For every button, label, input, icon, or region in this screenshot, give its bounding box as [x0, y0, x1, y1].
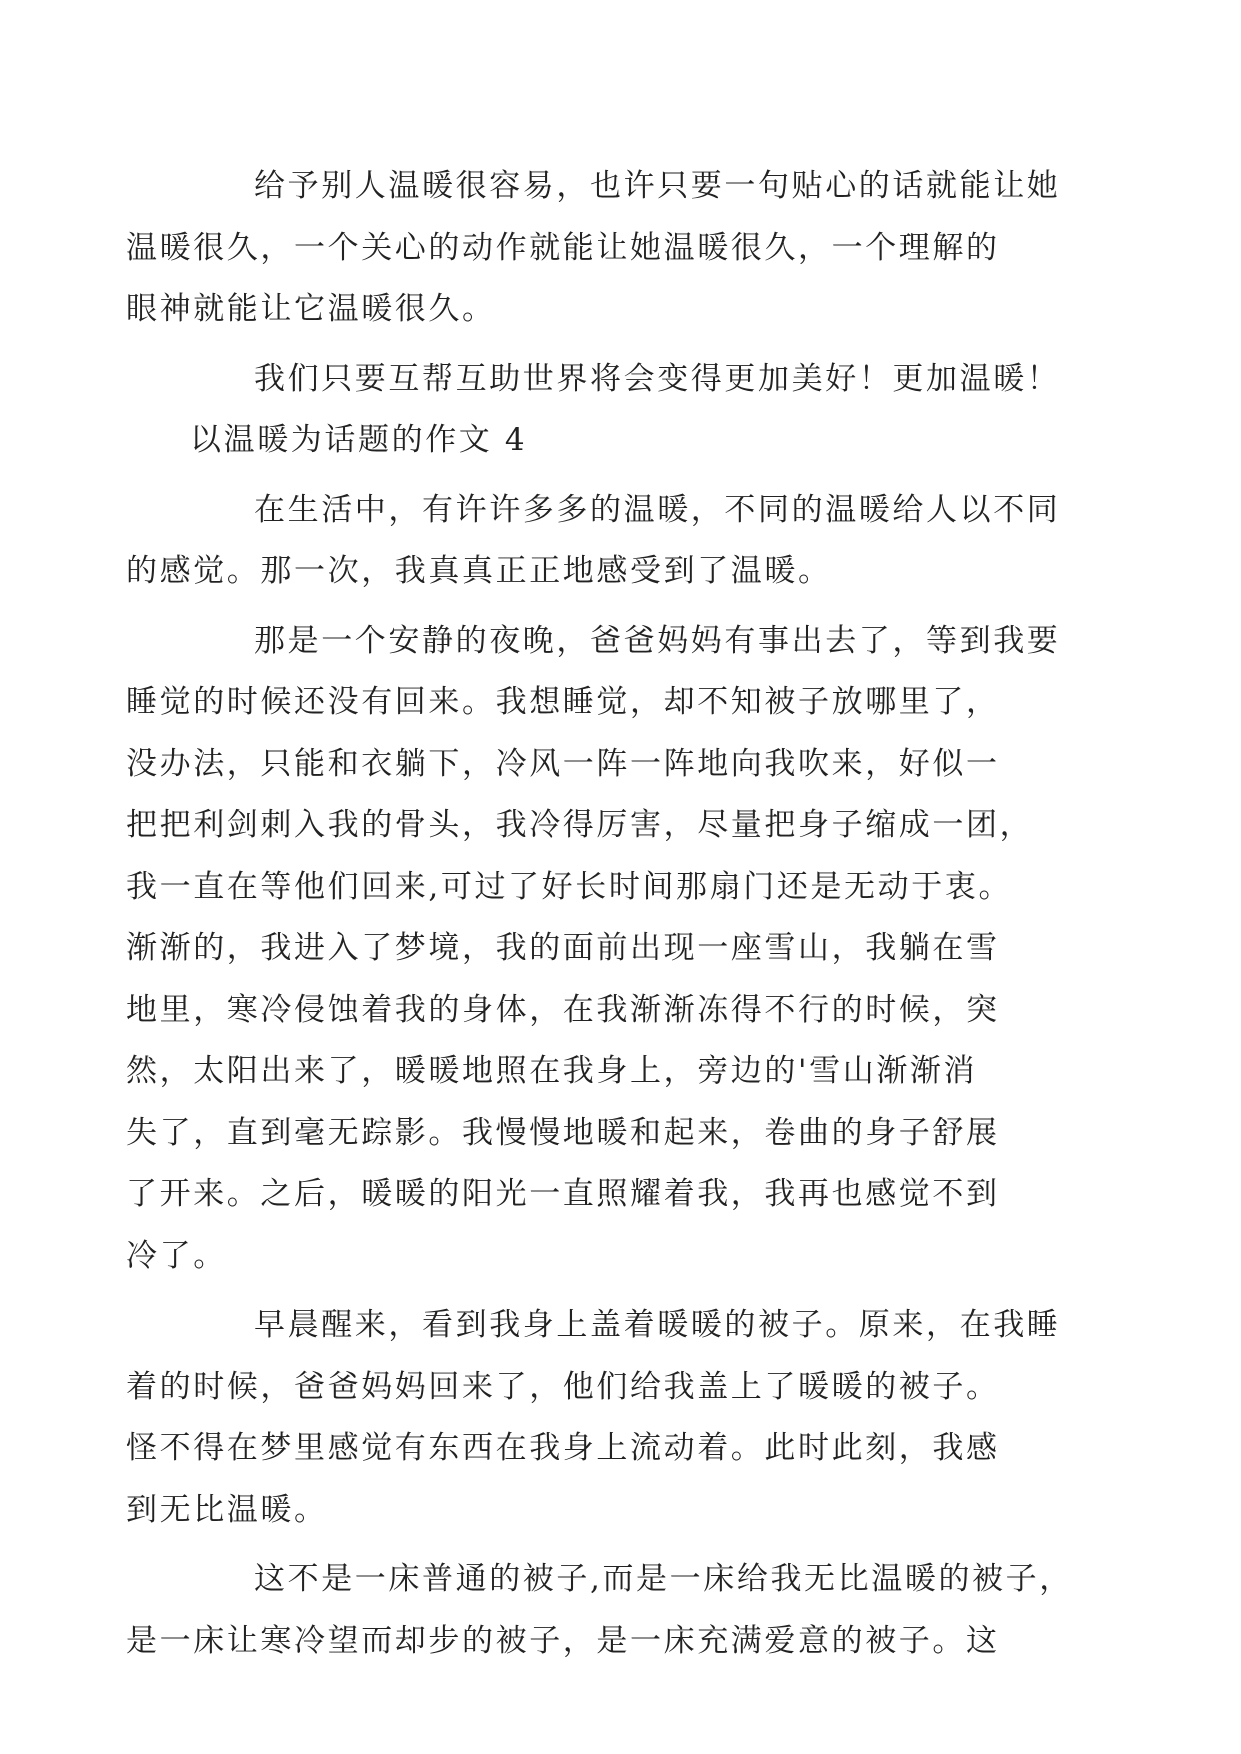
paragraph-line: 眼神就能让它温暖很久。 [126, 291, 496, 327]
paragraph-5 [126, 1295, 1061, 1541]
paragraph-line: 睡觉的时候还没有回来。我想睡觉，却不知被子放哪里了， [126, 684, 1000, 720]
section-heading: 以温暖为话题的作文 4 [190, 422, 528, 458]
paragraph-line: 渐渐的，我进入了梦境，我的面前出现一座雪山，我躺在雪 [126, 930, 1000, 966]
paragraph-line: 着的时候，爸爸妈妈回来了，他们给我盖上了暖暖的被子。 [126, 1368, 1000, 1405]
paragraph-line: 没办法，只能和衣躺下，冷风一阵一阵地向我吹来，好似一 [126, 745, 1000, 782]
paragraph-line: 失了，直到毫无踪影。我慢慢地暖和起来，卷曲的身子舒展 [126, 1114, 1000, 1151]
paragraph-line: 然，太阳出来了，暖暖地照在我身上，旁边的'雪山渐渐消 [126, 1053, 978, 1089]
paragraph-line: 是一床让寒冷望而却步的被子，是一床充满爱意的被子。这 [126, 1622, 1000, 1659]
paragraph-line: 这不是一床普通的被子,而是一床给我无比温暖的被子， [254, 1561, 1073, 1597]
paragraph-line: 冷了。 [126, 1237, 227, 1274]
paragraph-line: 把把利剑刺入我的骨头，我冷得厉害，尽量把身子缩成一团， [126, 807, 1034, 843]
paragraph-line: 怪不得在梦里感觉有东西在我身上流动着。此时此刻，我感 [126, 1430, 1000, 1466]
paragraph-line: 给予别人温暖很容易，也许只要一句贴心的话就能让她 [254, 168, 1061, 204]
paragraph-2 [190, 349, 1061, 411]
paragraph-line: 我一直在等他们回来,可过了好长时间那扇门还是无动于衷。 [126, 868, 1013, 905]
paragraph-3 [126, 480, 1061, 603]
paragraph-line: 我们只要互帮互助世界将会变得更加美好！更加温暖！ [254, 360, 1061, 397]
paragraph-4 [126, 611, 1061, 1288]
paragraph-line: 的感觉。那一次，我真真正正地感受到了温暖。 [126, 553, 832, 589]
paragraph-6 [126, 1549, 1073, 1672]
paragraph-1 [126, 156, 1061, 341]
paragraph-line: 地里，寒冷侵蚀着我的身体，在我渐渐冻得不行的时候，突 [126, 991, 1000, 1028]
paragraph-line: 温暖很久，一个关心的动作就能让她温暖很久，一个理解的 [126, 229, 1000, 266]
document-body [126, 156, 1073, 1680]
paragraph-line: 了开来。之后，暖暖的阳光一直照耀着我，我再也感觉不到 [126, 1176, 1000, 1212]
paragraph-line: 在生活中，有许许多多的温暖，不同的温暖给人以不同 [254, 491, 1061, 528]
paragraph-line: 到无比温暖。 [126, 1491, 328, 1528]
paragraph-line: 早晨醒来，看到我身上盖着暖暖的被子。原来，在我睡 [254, 1307, 1061, 1343]
paragraph-line: 那是一个安静的夜晚，爸爸妈妈有事出去了，等到我要 [254, 622, 1061, 659]
